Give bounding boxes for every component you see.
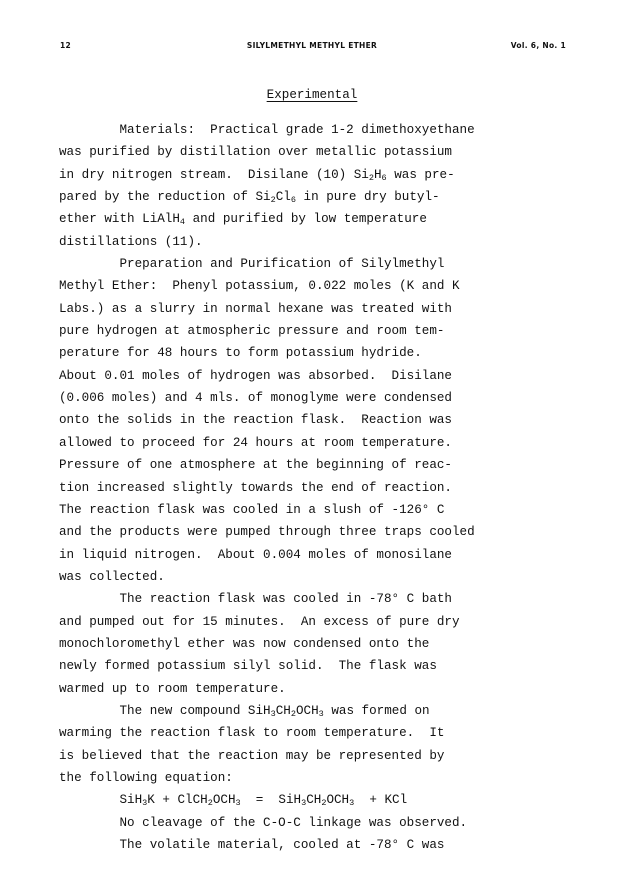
text-line: is believed that the reaction may be represented by xyxy=(59,748,445,763)
text-line: The reaction flask was cooled in -78° C bath xyxy=(59,592,452,607)
text-line: in liquid nitrogen. About 0.004 moles of monosilane xyxy=(59,547,452,562)
text-line: the following equation: xyxy=(59,770,233,785)
page-number: 12 xyxy=(60,41,72,50)
text-line: Preparation and Purification of Silylmethyl xyxy=(59,257,445,272)
text-line: tion increased slightly towards the end of reaction. xyxy=(59,480,452,495)
body-text xyxy=(59,119,509,856)
volume-label: Vol. 6, No. 1 xyxy=(510,41,566,50)
text-line: The volatile material, cooled at -78° C was xyxy=(59,838,445,852)
text-line: allowed to proceed for 24 hours at room temperature. xyxy=(59,435,452,450)
text-line: and the products were pumped through three traps cooled xyxy=(59,525,475,540)
text-line: Materials: Practical grade 1-2 dimethoxyethane xyxy=(59,123,475,137)
section-heading xyxy=(0,88,624,102)
text-line: in dry nitrogen stream. Disilane (10) $Si_2H_6$ was pre- xyxy=(59,167,455,183)
text-line: perature for 48 hours to form potassium hydride. xyxy=(59,346,422,361)
text-line: About 0.01 moles of hydrogen was absorbed. Disilane xyxy=(59,368,452,383)
text-line: pure hydrogen at atmospheric pressure and room tem- xyxy=(59,324,445,339)
text-line: Methyl Ether: Phenyl potassium, 0.022 moles (K and K xyxy=(59,279,460,294)
text-line: No cleavage of the C-O-C linkage was observed. xyxy=(59,815,468,830)
text-line: The reaction flask was cooled in a slush of -126° C xyxy=(59,502,445,517)
text-line: Pressure of one atmosphere at the beginning of reac- xyxy=(59,458,452,473)
text-line: (0.006 moles) and 4 mls. of monoglyme were condensed xyxy=(59,391,452,406)
text-line: ether with LiAlH$_4$ and purified by low temperature xyxy=(59,212,427,228)
text-line: warmed up to room temperature. xyxy=(59,681,286,696)
text-line: warming the reaction flask to room temperature. It xyxy=(59,726,445,741)
text-line: monochloromethyl ether was now condensed onto the xyxy=(59,636,430,651)
running-title: SILYLMETHYL METHYL ETHER xyxy=(246,41,378,50)
section-title: Experimental xyxy=(266,88,358,102)
text-line: newly formed potassium silyl solid. The flask was xyxy=(59,659,437,674)
text-line: was collected. xyxy=(59,569,165,584)
text-line: The new compound $SiH_3CH_2OCH_3$ was formed on xyxy=(59,703,430,719)
text-line: distillations (11). xyxy=(59,234,203,249)
text-line: was purified by distillation over metallic potassium xyxy=(59,145,452,160)
text-line: onto the solids in the reaction flask. Reaction was xyxy=(59,413,452,428)
text-line: pared by the reduction of $Si_2Cl_6$ in pure dry butyl- xyxy=(59,190,440,206)
text-line: Labs.) as a slurry in normal hexane was treated with xyxy=(59,301,452,316)
text-line: $SiH_3K + ClCH_2OCH_3 = SiH_3CH_2OCH_3$ + KCl xyxy=(59,793,408,809)
text-line: and pumped out for 15 minutes. An excess of pure dry xyxy=(59,614,460,629)
